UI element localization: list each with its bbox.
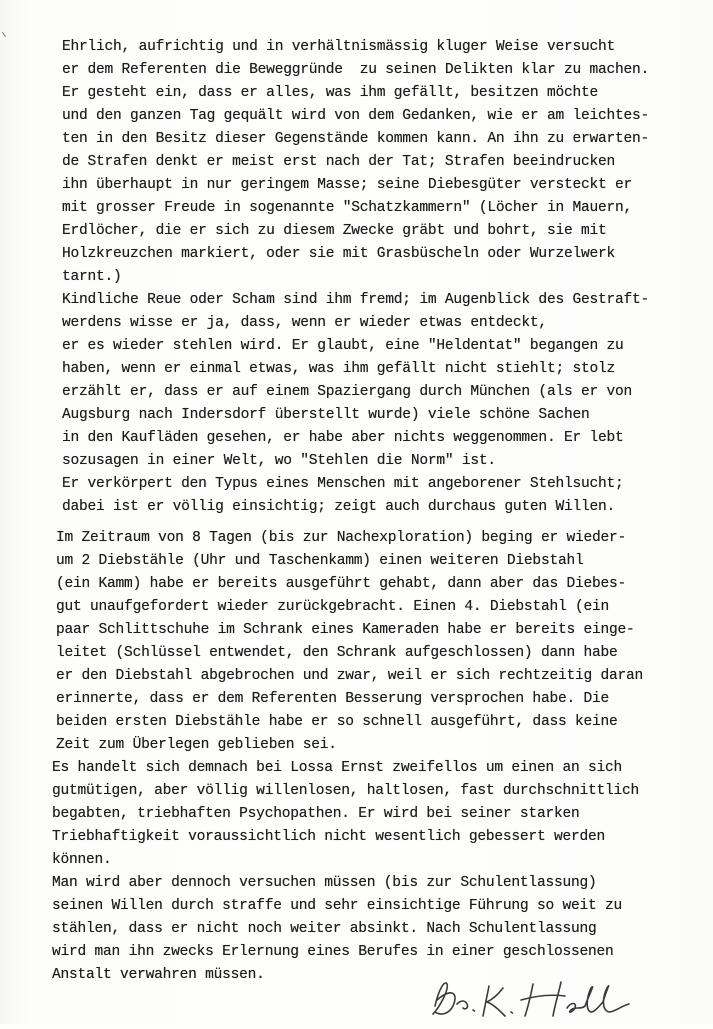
- text-line: Triebhaftigkeit voraussichtlich nicht wesentlich gebessert werden: [52, 829, 605, 845]
- text-line: um 2 Diebstähle (Uhr und Taschenkamm) einen weiteren Diebstahl: [56, 553, 584, 569]
- text-line: wird man ihn zwecks Erlernung eines Berufes in einer geschlossenen: [52, 944, 614, 960]
- text-line: er es wieder stehlen wird. Er glaubt, eine "Heldentat" begangen zu: [62, 338, 624, 354]
- handwritten-signature: [425, 970, 635, 1024]
- text-line: Er verkörpert den Typus eines Menschen mit angeborener Stehlsucht;: [62, 476, 624, 492]
- text-line: stählen, dass er nicht noch weiter absinkt. Nach Schulentlassung: [52, 921, 597, 937]
- text-line: paar Schlittschuhe im Schrank eines Kameraden habe er bereits einge-: [56, 622, 635, 638]
- text-line: Augsburg nach Indersdorf überstellt wurde) viele schöne Sachen: [62, 407, 590, 423]
- text-line: Kindliche Reue oder Scham sind ihm fremd; im Augenblick des Gestraft-: [62, 292, 650, 308]
- text-line: Es handelt sich demnach bei Lossa Ernst zweifellos um einen an sich: [52, 760, 623, 776]
- text-line: haben, wenn er einmal etwas, was ihm gefällt nicht stiehlt; stolz: [62, 361, 615, 377]
- text-line: können.: [52, 852, 112, 868]
- text-line: Holzkreuzchen markiert, oder sie mit Grasbüscheln oder Wurzelwerk: [62, 246, 615, 262]
- text-line: leitet (Schlüssel entwendet, den Schrank aufgeschlossen) dann habe: [56, 645, 618, 661]
- text-line: beiden ersten Diebstähle habe er so schnell ausgeführt, dass keine: [56, 714, 618, 730]
- text-line: in den Kaufläden gesehen, er habe aber nichts weggenommen. Er lebt: [62, 430, 624, 446]
- text-line: Man wird aber dennoch versuchen müssen (bis zur Schulentlassung): [52, 875, 597, 891]
- text-line: ihn überhaupt in nur geringem Masse; seine Diebesgüter versteckt er: [62, 177, 633, 193]
- text-line: erinnerte, dass er dem Referenten Besserung versprochen habe. Die: [56, 691, 609, 707]
- text-line: er den Diebstahl abgebrochen und zwar, weil er sich rechtzeitig daran: [56, 668, 644, 684]
- signature-drawing: [425, 970, 635, 1024]
- text-line: Anstalt verwahren müssen.: [52, 967, 265, 983]
- text-line: Erdlöcher, die er sich zu diesem Zwecke gräbt und bohrt, sie mit: [62, 223, 607, 239]
- text-line: er dem Referenten die Beweggründe zu seinen Delikten klar zu machen.: [62, 62, 650, 78]
- text-line: tarnt.): [62, 269, 122, 285]
- text-line: (ein Kamm) habe er bereits ausgeführt gehabt, dann aber das Diebes-: [56, 576, 627, 592]
- text-line: Ehrlich, aufrichtig und in verhältnismässig kluger Weise versucht: [62, 39, 615, 55]
- text-line: de Strafen denkt er meist erst nach der Tat; Strafen beeindrucken: [62, 154, 615, 170]
- text-line: seinen Willen durch straffe und sehr einsichtige Führung so weit zu: [52, 898, 623, 914]
- text-line: gutmütigen, aber völlig willenlosen, haltlosen, fast durchschnittlich: [52, 783, 640, 799]
- text-line: mit grosser Freude in sogenannte "Schatzkammern" (Löcher in Mauern,: [62, 200, 633, 216]
- text-line: Er gesteht ein, dass er alles, was ihm gefällt, besitzen möchte: [62, 85, 598, 101]
- text-line: begabten, triebhaften Psychopathen. Er wird bei seiner starken: [52, 806, 580, 822]
- text-line: Im Zeitraum von 8 Tagen (bis zur Nachexploration) beging er wieder-: [56, 530, 627, 546]
- text-line: werdens wisse er ja, dass, wenn er wieder etwas entdeckt,: [62, 315, 547, 331]
- text-line: gut unaufgefordert wieder zurückgebracht. Einen 4. Diebstahl (ein: [56, 599, 609, 615]
- text-line: dabei ist er völlig einsichtig; zeigt auch durchaus guten Willen.: [62, 499, 615, 515]
- text-line: sozusagen in einer Welt, wo "Stehlen die Norm" ist.: [62, 453, 496, 469]
- text-line: Zeit zum Überlegen geblieben sei.: [56, 737, 337, 753]
- text-line: ten in den Besitz dieser Gegenstände kommen kann. An ihn zu erwarten-: [62, 131, 650, 147]
- text-line: und den ganzen Tag gequält wird von dem Gedanken, wie er am leichtes-: [62, 108, 650, 124]
- text-line: erzählt er, dass er auf einem Spaziergang durch München (als er von: [62, 384, 633, 400]
